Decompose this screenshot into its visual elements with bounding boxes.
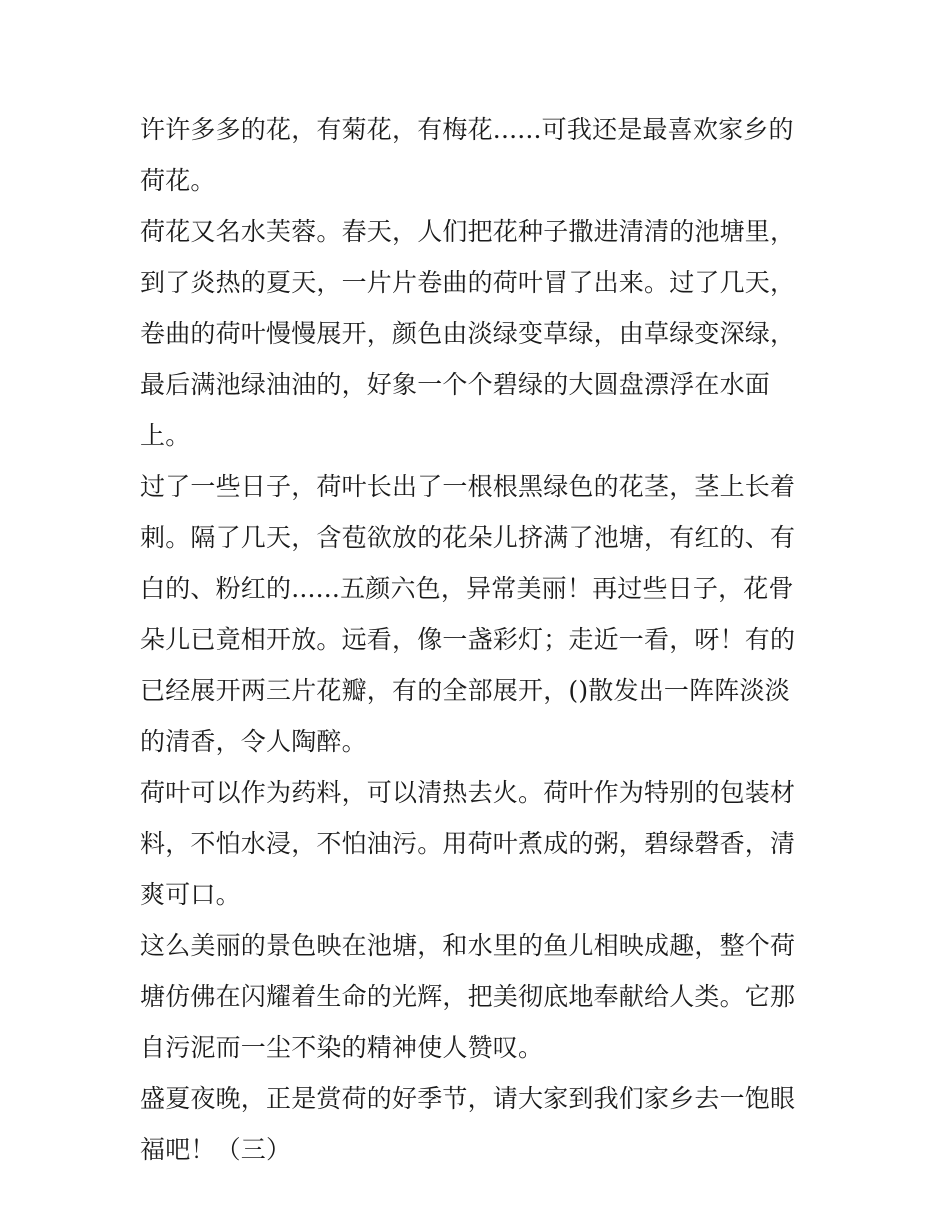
paragraph-5: 这么美丽的景色映在池塘，和水里的鱼儿相映成趣，整个荷塘仿佛在闪耀着生命的光辉，把美彻底地奉献给人类。它那自污泥而一尘不染的精神使人赞叹。 bbox=[140, 931, 796, 1062]
document-body bbox=[140, 104, 815, 1175]
paragraph-1: 许许多多的花，有菊花，有梅花......可我还是最喜欢家乡的荷花。 bbox=[140, 115, 794, 195]
paragraph-6: 盛夏夜晚，正是赏荷的好季节，请大家到我们家乡去一饱眼福吧！（三） bbox=[140, 1084, 796, 1164]
paragraph-3: 过了一些日子，荷叶长出了一根根黑绿色的花茎，茎上长着刺。隔了几天，含苞欲放的花朵儿挤满了池塘，有红的、有白的、粉红的......五颜六色，异常美丽！再过些日子，花骨朵儿已竟相开放。远看，像一盏彩灯；走近一看，呀！有的已经展开两三片花瓣，有的全部展开，()散发出一阵阵淡淡的清香，令人陶醉。 bbox=[140, 472, 796, 756]
paragraph-4: 荷叶可以作为药料，可以清热去火。荷叶作为特别的包装材料，不怕水浸，不怕油污。用荷叶煮成的粥，碧绿磬香，清爽可口。 bbox=[140, 778, 796, 909]
paragraph-2: 荷花又名水芙蓉。春天，人们把花种子撒进清清的池塘里，到了炎热的夏天，一片片卷曲的荷叶冒了出来。过了几天，卷曲的荷叶慢慢展开，颜色由淡绿变草绿，由草绿变深绿，最后满池绿油油的，好象一个个碧绿的大圆盘漂浮在水面上。 bbox=[140, 217, 796, 450]
